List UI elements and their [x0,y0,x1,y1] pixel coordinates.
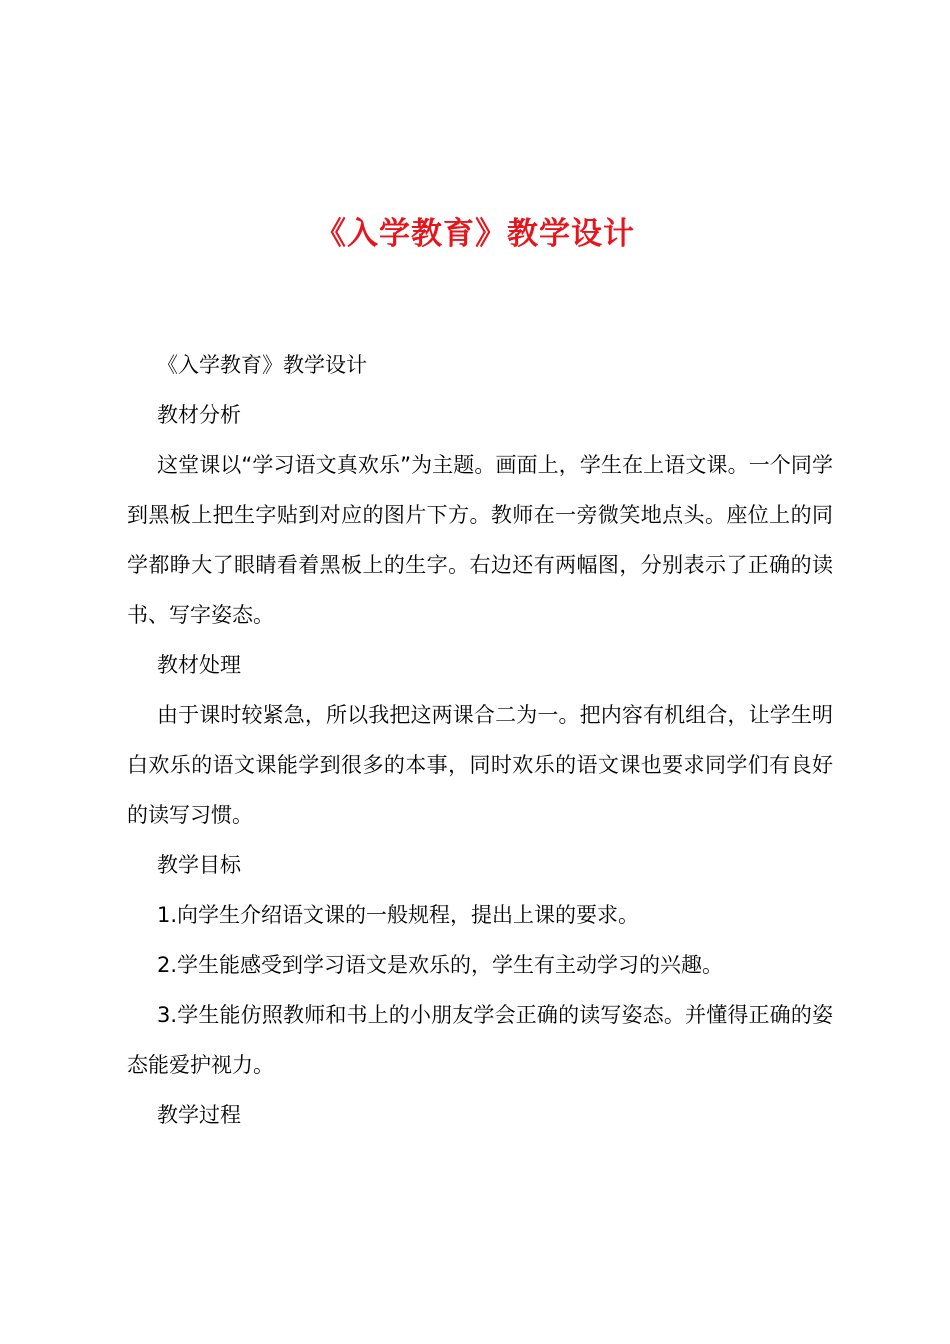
section-heading-teaching-process: 教学过程 [157,1103,241,1127]
document-body [127,340,833,1140]
teaching-goal-item-1: 1.向学生介绍语文课的一般规程，提出上课的要求。 [157,903,640,927]
document-title: 《入学教育》教学设计 [315,216,635,252]
section-heading-teaching-goals: 教学目标 [157,853,241,877]
section-heading-material-analysis: 教材分析 [157,403,241,427]
material-analysis-paragraph: 这堂课以“学习语文真欢乐”为主题。画面上，学生在上语文课。一个同学到黑板上把生字贴到对应的图片下方。教师在一旁微笑地点头。座位上的同学都睁大了眼睛看着黑板上的生字。右边还有两幅图，分别表示了正确的读书、写字姿态。 [127,453,833,627]
teaching-goal-item-2: 2.学生能感受到学习语文是欢乐的，学生有主动学习的兴趣。 [157,953,724,977]
section-heading-material-handling: 教材处理 [157,653,241,677]
material-handling-paragraph: 由于课时较紧急，所以我把这两课合二为一。把内容有机组合，让学生明白欢乐的语文课能学到很多的本事，同时欢乐的语文课也要求同学们有良好的读写习惯。 [127,703,833,827]
teaching-goal-item-3: 3.学生能仿照教师和书上的小朋友学会正确的读写姿态。并懂得正确的姿态能爱护视力。 [127,1003,833,1077]
subtitle-paragraph: 《入学教育》教学设计 [157,353,367,377]
